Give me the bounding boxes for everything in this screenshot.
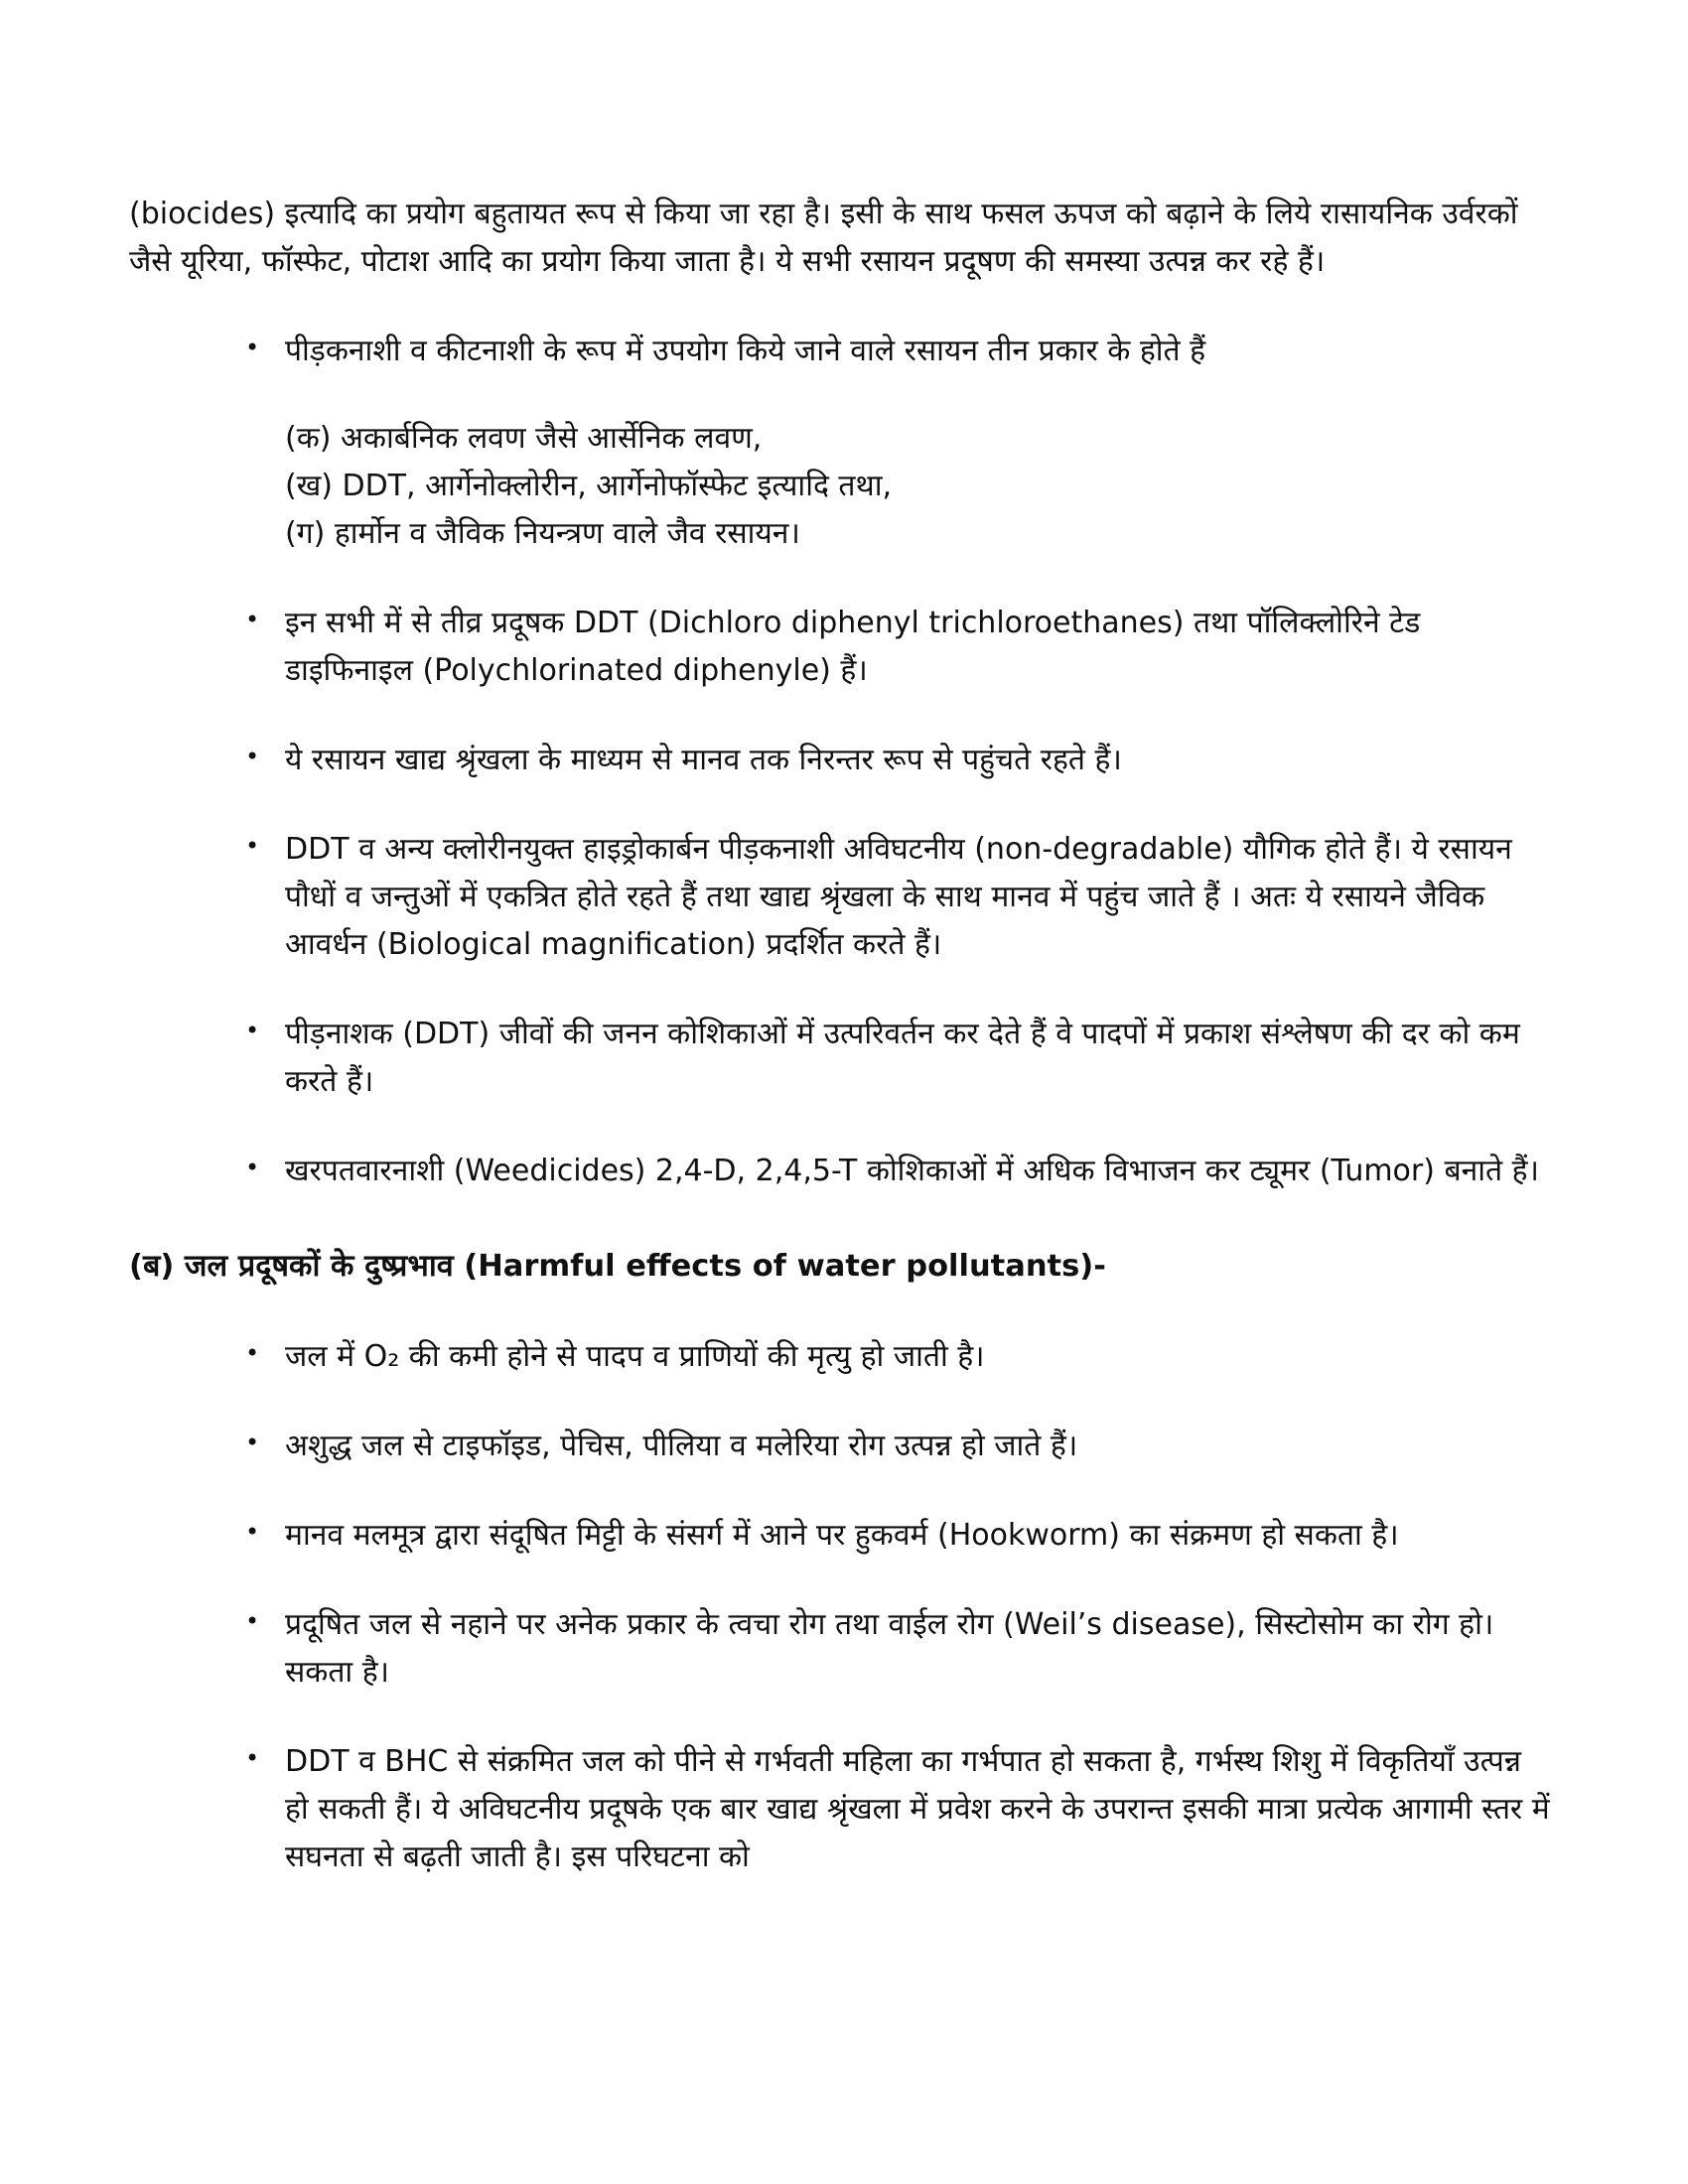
list-item <box>285 826 1554 969</box>
list-item-text: पीड़कनाशी व कीटनाशी के रूप में उपयोग किये जाने वाले रसायन तीन प्रकार के होते हैं <box>285 334 1206 368</box>
list-item <box>285 1601 1554 1697</box>
sub-item: (ख) DDT, आर्गेनोक्लोरीन, आर्गेनोफॉस्फेट इत्यादि तथा, <box>285 469 893 503</box>
pesticide-subtypes-list <box>285 415 1554 558</box>
list-item <box>285 1333 1554 1381</box>
list-item <box>285 737 1554 784</box>
sub-item: (ग) हार्मोन व जैविक नियन्त्रण वाले जैव रसायन। <box>285 516 800 551</box>
list-item-text: DDT व BHC से संक्रमित जल को पीने से गर्भवती महिला का गर्भपात हो सकता है, गर्भस्थ शिशु में विकृतियाँ उत्पन्न हो सकती हैं। ये अविघटनीय प्रदूषके एक बार खाद्य श्रृंखला में प्रवेश करने के उपरान्त इसकी मात्रा प्रत्येक आगामी स्तर में सघनता से बढ़ती जाती है। इस परिघटना को <box>285 1743 1550 1874</box>
list-item-text: पीड़नाशक (DDT) जीवों की जनन कोशिकाओं में उत्परिवर्तन कर देते हैं वे पादपों में प्रकाश संश्लेषण की दर को कम करते हैं। <box>285 1017 1520 1099</box>
list-item <box>285 1738 1554 1881</box>
list-item-text: DDT व अन्य क्लोरीनयुक्त हाइड्रोकार्बन पीड़कनाशी अविघटनीय (non-degradable) यौगिक होते हैं। ये रसायन पौधों व जन्तुओं में एकत्रित होते रहते हैं तथा खाद्य श्रृंखला के साथ मानव में पहुंच जाते हैं । अतः ये रसायने जैविक आवर्धन (Biological magnification) प्रदर्शित करते हैं। <box>285 832 1512 962</box>
list-item-text: जल में O₂ की कमी होने से पादप व प्राणियों की मृत्यु हो जाती है। <box>285 1338 985 1374</box>
sub-item: (क) अकार्बनिक लवण जैसे आर्सेनिक लवण, <box>285 421 763 456</box>
list-item-text: मानव मलमूत्र द्वारा संदूषित मिट्टी के संसर्ग में आने पर हुकवर्म (Hookworm) का संक्रमण हो सकता है। <box>285 1517 1399 1553</box>
list-item-text: ये रसायन खाद्य श्रृंखला के माध्यम से मानव तक निरन्तर रूप से पहुंचते रहते हैं। <box>285 743 1122 777</box>
list-item-text: प्रदूषित जल से नहाने पर अनेक प्रकार के त्वचा रोग तथा वाईल रोग (Weil’s disease), सिस्टोसोम का रोग हो। सकता है। <box>285 1606 1494 1690</box>
intro-paragraph: (biocides) इत्यादि का प्रयोग बहुतायत रूप से किया जा रहा है। इसी के साथ फसल ऊपज को बढ़ाने के लिये रासायनिक उर्वरकों जैसे यूरिया, फॉस्फेट, पोटाश आदि का प्रयोग किया जाता है। ये सभी रसायन प्रदूषण की समस्या उत्पन्न कर रहे हैं। <box>129 197 1518 279</box>
section-a-bullet-list <box>129 328 1554 1195</box>
list-item-text: अशुद्ध जल से टाइफॉइड, पेचिस, पीलिया व मलेरिया रोग उत्पन्न हो जाते हैं। <box>285 1428 1078 1463</box>
list-item <box>285 600 1554 695</box>
list-item <box>285 328 1554 558</box>
list-item-text: इन सभी में से तीव्र प्रदूषक DDT (Dichloro diphenyl trichloroethanes) तथा पॉलिक्लोरिने टेड डाइफिनाइल (Polychlorinated diphenyle) हैं। <box>285 606 1421 688</box>
list-item <box>285 1512 1554 1560</box>
section-b-bullet-list <box>129 1333 1554 1881</box>
list-item-text: खरपतवारनाशी (Weedicides) 2,4-D, 2,4,5-T कोशिकाओं में अधिक विभाजन कर ट्यूमर (Tumor) बनाते हैं। <box>285 1154 1539 1188</box>
list-item <box>285 1423 1554 1470</box>
section-b-heading: (ब) जल प्रदूषकों के दुष्प्रभाव (Harmful effects of water pollutants)- <box>129 1249 1106 1284</box>
list-item <box>285 1148 1554 1195</box>
list-item <box>285 1011 1554 1106</box>
